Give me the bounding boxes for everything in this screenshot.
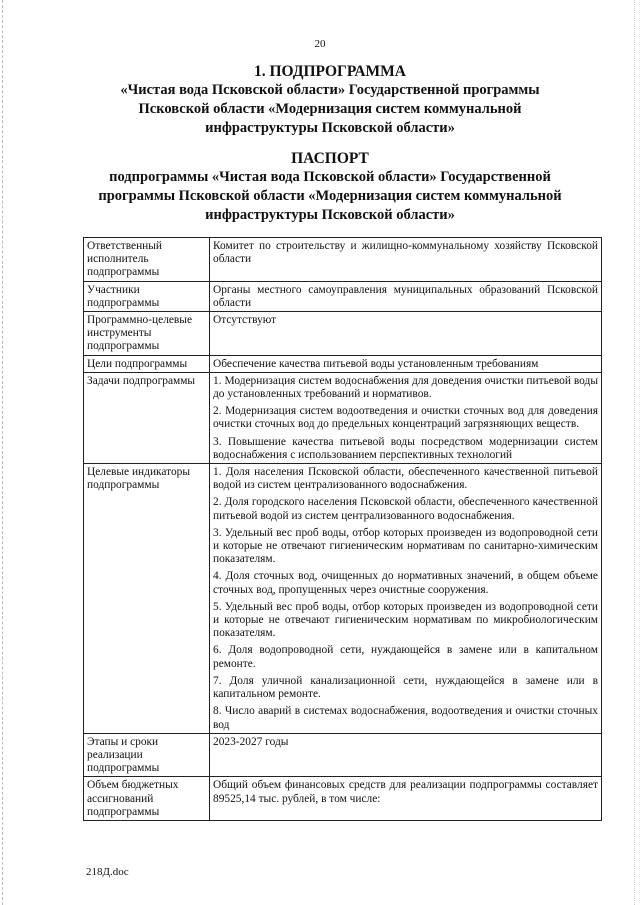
page-number: 20 [314,38,326,50]
value-paragraph: Общий объем финансовых средств для реализации подпрограммы составляет 89525,14 тыс. рублей, в том числе: [213,779,598,805]
value-paragraph: 2. Доля городского населения Псковской области, обеспеченного качественной питьевой водой из систем централизованного водоснабжения. [213,496,598,522]
value-paragraph: Обеспечение качества питьевой воды установленным требованиям [213,357,539,370]
table-row [84,281,602,311]
value-paragraph: 2. Модернизация систем водоотведения и очистки сточных вод для доведения очистки сточных вод до предельных концентраций загрязняющих веществ. [213,405,598,431]
passport-line-3: инфраструктуры Псковской области» [205,207,455,223]
subprogram-heading [60,62,600,138]
row-label: Объем бюджетных ассигнований подпрограммы [84,777,210,821]
value-paragraph: 4. Доля сточных вод, очищенных до нормативных значений, в общем объеме сточных вод, пропущенных через очистные сооружения. [213,570,598,596]
value-paragraph: 7. Доля уличной канализационной сети, нуждающейся в замене или в капитальном ремонте. [213,674,598,701]
row-label: Цели подпрограммы [84,355,210,372]
row-value [210,355,602,372]
heading-line-4: инфраструктуры Псковской области» [205,120,455,136]
row-value [210,372,602,463]
scan-edge-right [634,0,637,905]
scan-edge-left [2,0,5,905]
row-value [210,464,602,734]
heading-line-1: 1. ПОДПРОГРАММА [254,63,406,80]
row-label: Этапы и сроки реализации подпрограммы [84,733,210,777]
heading-line-2: «Чистая вода Псковской области» Государственной программы [120,82,540,98]
row-value [210,238,602,282]
passport-line-1: подпрограммы «Чистая вода Псковской области» Государственной [109,169,551,185]
row-label: Целевые индикаторы подпрограммы [84,464,210,734]
footer-filename: 218Д.doc [86,866,129,878]
table-row [84,355,602,372]
row-value [210,312,602,356]
row-label: Задачи подпрограммы [84,372,210,463]
table-row [84,777,602,821]
row-value [210,733,602,777]
table-row [84,238,602,282]
table-row [84,312,602,356]
row-label: Ответственный исполнитель подпрограммы [84,238,210,282]
table-row [84,733,602,777]
passport-table-body [84,238,602,821]
value-paragraph: Комитет по строительству и жилищно-коммунальному хозяйству Псковской области [213,240,598,266]
value-paragraph: 3. Удельный вес проб воды, отбор которых произведен из водопроводной сети и которые не отвечают гигиеническим нормативам по санитарно-химическим показателям. [213,526,598,566]
row-value [210,777,602,821]
value-paragraph: 1. Модернизация систем водоснабжения для доведения очистки питьевой воды до установленных требований и нормативов. [213,374,598,401]
passport-table [83,237,602,821]
row-value [210,281,602,311]
heading-line-3: Псковской области «Модернизация систем коммунальной [138,101,522,117]
value-paragraph: Органы местного самоуправления муниципальных образований Псковской области [213,283,598,309]
value-paragraph: 8. Число аварий в системах водоснабжения, водоотведения и очистки сточных вод [213,705,598,731]
value-paragraph: 6. Доля водопроводной сети, нуждающейся в замене или в капитальном ремонте. [213,644,598,670]
passport-line-2: программы Псковской области «Модернизация систем коммунальной [98,188,562,204]
value-paragraph: 1. Доля населения Псковской области, обеспеченного качественной питьевой водой из систем централизованного водоснабжения. [213,466,598,492]
value-paragraph: 5. Удельный вес проб воды, отбор которых произведен из водопроводной сети и которые не отвечают гигиеническим нормативам по микробиологическим показателям. [213,600,598,640]
table-row [84,464,602,734]
value-paragraph: 3. Повышение качества питьевой воды посредством модернизации систем водоснабжения с использованием перспективных технологий [213,435,598,461]
passport-heading [60,149,600,225]
value-paragraph: 2023-2027 годы [213,735,289,748]
value-paragraph: Отсутствуют [213,314,277,327]
row-label: Участники подпрограммы [84,281,210,311]
table-row [84,372,602,463]
passport-title: ПАСПОРТ [291,150,369,167]
row-label: Программно-целевые инструменты подпрограммы [84,312,210,356]
